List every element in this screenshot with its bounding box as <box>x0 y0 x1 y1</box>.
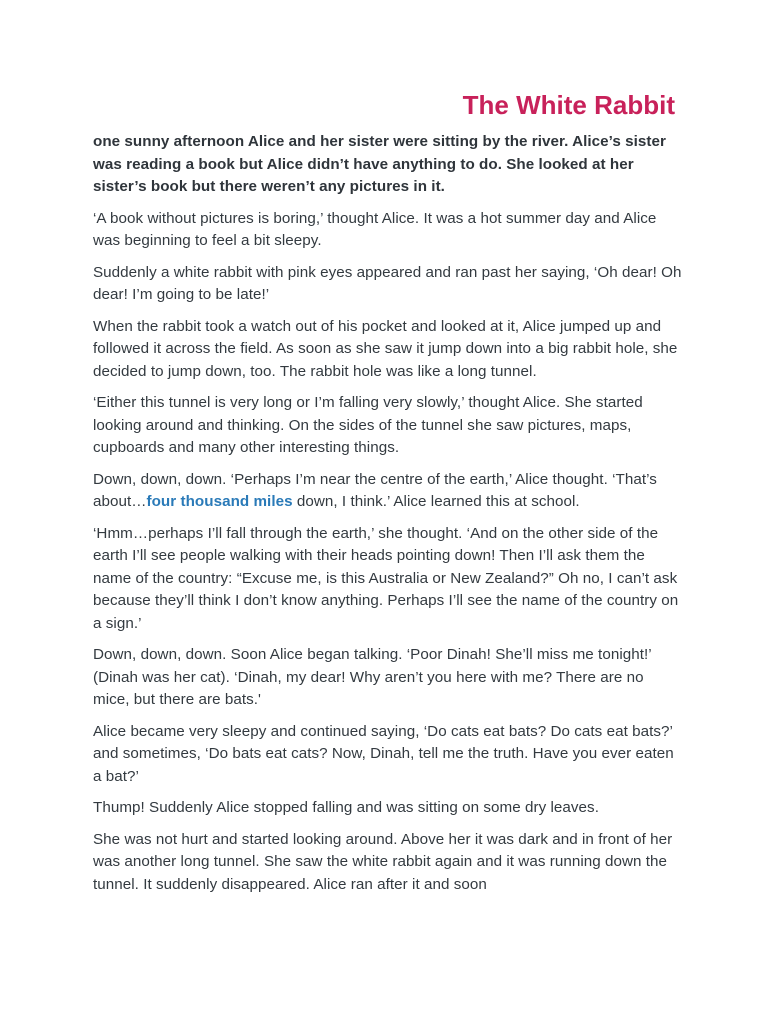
paragraph-2: Suddenly a white rabbit with pink eyes appeared and ran past her saying, ‘Oh dear! Oh dear! I’m going to be late!’ <box>93 263 682 303</box>
paragraph-8: Alice became very sleepy and continued saying, ‘Do cats eat bats? Do cats eat bats?’ and sometimes, ‘Do bats eat cats? Now, Dinah, tell me the truth. Have you ever eaten a bat?’ <box>93 722 674 785</box>
paragraph-5 <box>93 469 683 514</box>
page-title: The White Rabbit <box>462 90 675 120</box>
paragraph-1: ‘A book without pictures is boring,’ thought Alice. It was a hot summer day and Alice was beginning to feel a bit sleepy. <box>93 209 657 249</box>
paragraph-9: Thump! Suddenly Alice stopped falling and was sitting on some dry leaves. <box>93 799 599 816</box>
paragraph-5-end: down, I think.’ Alice learned this at school. <box>292 493 580 510</box>
paragraph-10: She was not hurt and started looking around. Above her it was dark and in front of her was another long tunnel. She saw the white rabbit again and it was running down the tunnel. It suddenly disappeared. Alice ran after it and soon <box>93 830 673 893</box>
glossary-term[interactable]: four thousand miles <box>146 493 293 510</box>
document-page <box>93 88 683 905</box>
paragraph-7: Down, down, down. Soon Alice began talking. ‘Poor Dinah! She’ll miss me tonight!’ (Dinah was her cat). ‘Dinah, my dear! Why aren’t you here with me? There are no mice, but there are bats.' <box>93 646 652 708</box>
paragraph-4: ‘Either this tunnel is very long or I’m falling very slowly,’ thought Alice. She started looking around and thinking. On the sides of the tunnel she saw pictures, maps, cupboards and many other interesting things. <box>93 394 643 456</box>
paragraph-6: ‘Hmm…perhaps I’ll fall through the earth,’ she thought. ‘And on the other side of the earth I’ll see people walking with their heads pointing down! Then I’ll ask them the name of the country: “Excuse me, is this Australia or New Zealand?” Oh no, I can’t ask because they’ll think I don’t know anything. Perhaps I’ll see the name of the country on a sign.’ <box>93 524 679 632</box>
paragraph-3: When the rabbit took a watch out of his pocket and looked at it, Alice jumped up and followed it across the field. As soon as she saw it jump down into a big rabbit hole, she decided to jump down, too. The rabbit hole was like a long tunnel. <box>93 317 678 380</box>
paragraph-5-start: Down, down, down. ‘Perhaps I’m near the centre of the earth,’ Alice thought. ‘That’s about… <box>93 470 657 510</box>
intro-paragraph: one sunny afternoon Alice and her sister were sitting by the river. Alice’s sister was reading a book but Alice didn’t have anything to do. She looked at her sister’s book but there weren’t any pictures in it. <box>93 133 666 195</box>
